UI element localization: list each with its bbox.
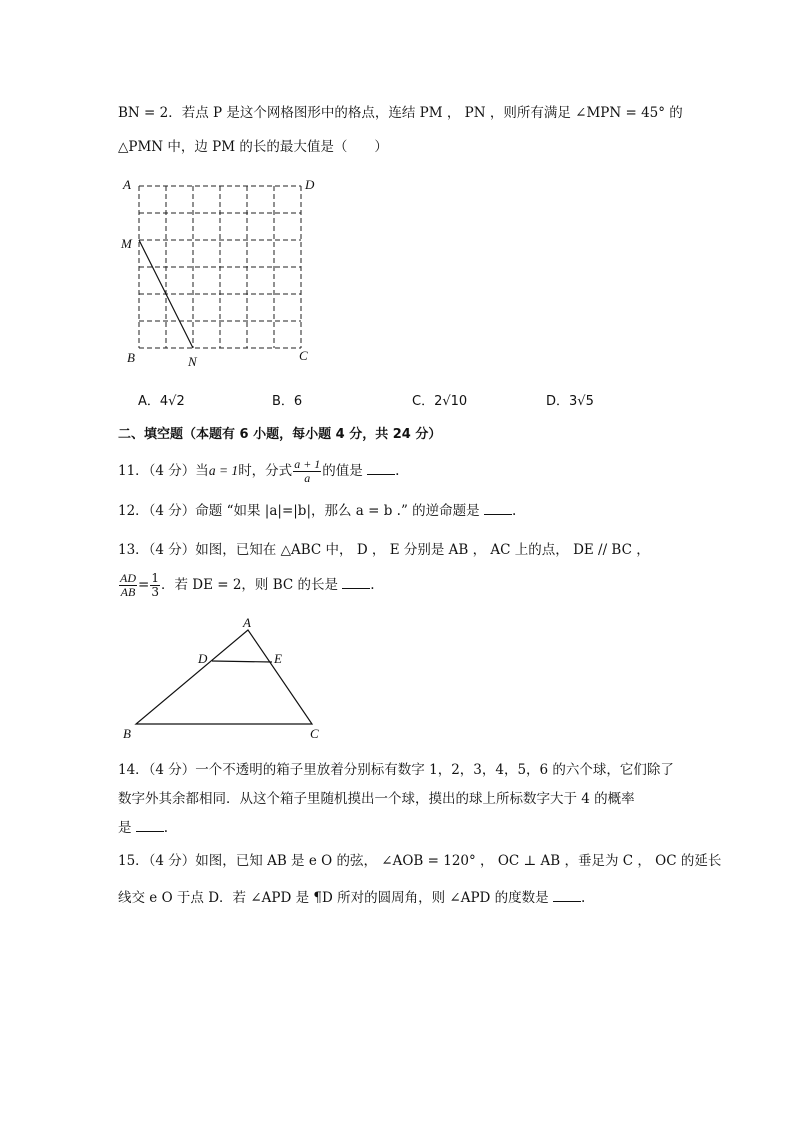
q10-text-line1: BN = 2．若点 P 是这个网格图形中的格点，连结 PM ， PN ，则所有满足 ∠MPN = 45° 的 [118,105,683,121]
triangle-abc [136,630,312,724]
label-b: B [127,350,135,365]
q11-prefix: 11．（4 分）当 [118,463,209,479]
q13-frac-num: AD [120,571,136,585]
q13-frac-den: AB [120,585,136,599]
q12 [118,501,516,521]
q15-period: . [580,890,586,906]
q15-answer-blank[interactable] [553,889,581,902]
q15-text: 线交 e O 于点 D．若 ∠APD 是 ¶D 所对的圆周角，则 ∠APD 的度数是 [118,890,549,906]
tri-label-c: C [310,726,319,741]
q11-suffix: 的值是 [322,463,363,479]
q11-fraction [293,458,321,485]
q14-text: 是 [118,820,132,836]
label-m: M [121,236,132,251]
section-heading: 二、填空题（本题有 6 小题，每小题 4 分，共 24 分） [118,427,442,442]
q13-text: ．若 DE = 2，则 BC 的长是 [160,577,338,593]
q13-ratio-num: 1 [151,571,159,585]
label-n: N [188,354,197,369]
q15-line2 [118,888,585,908]
q11-mid: 时，分式 [238,463,293,479]
q12-period: . [511,503,517,519]
q12-text: 12．（4 分）命题 “如果 |a|=|b|，那么 a = b .” 的逆命题是 [118,503,480,519]
q12-answer-blank[interactable] [484,502,512,515]
label-d: D [305,177,315,192]
q13-period: . [370,577,375,593]
q11-period: . [395,463,400,479]
choice-a[interactable]: A．4√2 [138,394,185,409]
q14-line3 [118,818,168,838]
triangle-figure [118,612,338,744]
tri-label-e: E [274,651,282,666]
q13-eq: = [138,577,150,593]
choice-b[interactable]: B．6 [272,394,303,409]
tri-label-d: D [198,651,208,666]
q13-fraction-ratio [150,572,160,599]
q15-line1: 15．（4 分）如图，已知 AB 是 e O 的弦， ∠AOB = 120° ， OC ⊥ AB ，垂足为 C ， OC 的延长 [118,853,722,869]
q14-period: . [163,820,169,836]
q14-line1: 14．（4 分）一个不透明的箱子里放着分别标有数字 1，2，3，4，5，6 的六个球，它们除了 [118,762,674,778]
q13-ratio-den: 3 [151,585,159,599]
choice-d[interactable]: D．3√5 [546,394,594,409]
segment-de [212,661,272,662]
q13-line1: 13．（4 分）如图，已知在 △ABC 中， D ， E 分别是 AB ， AC 上的点， DE // BC ， [118,542,650,558]
q11-frac-num: a + 1 [294,457,321,471]
label-c: C [299,348,308,363]
choice-c[interactable]: C．2√10 [412,394,468,409]
tri-label-b: B [123,726,131,741]
q14-line2: 数字外其余都相同．从这个箱子里随机摸出一个球，摸出的球上所标数字大于 4 的概率 [118,791,635,807]
q11-answer-blank[interactable] [367,462,395,475]
q11-cond: a = 1 [208,463,239,478]
grid-lines [139,186,301,348]
q13-fraction-ad-ab [119,572,137,599]
q11-frac-den: a [304,471,311,485]
q11 [118,458,399,485]
q13-answer-blank[interactable] [342,576,370,589]
q14-answer-blank[interactable] [136,819,164,832]
q13-line2 [118,572,375,599]
grid-figure [115,172,325,372]
q10-text-line2: △PMN 中，边 PM 的长的最大值是（ ） [118,139,388,155]
tri-label-a: A [243,615,251,630]
label-a: A [123,177,131,192]
